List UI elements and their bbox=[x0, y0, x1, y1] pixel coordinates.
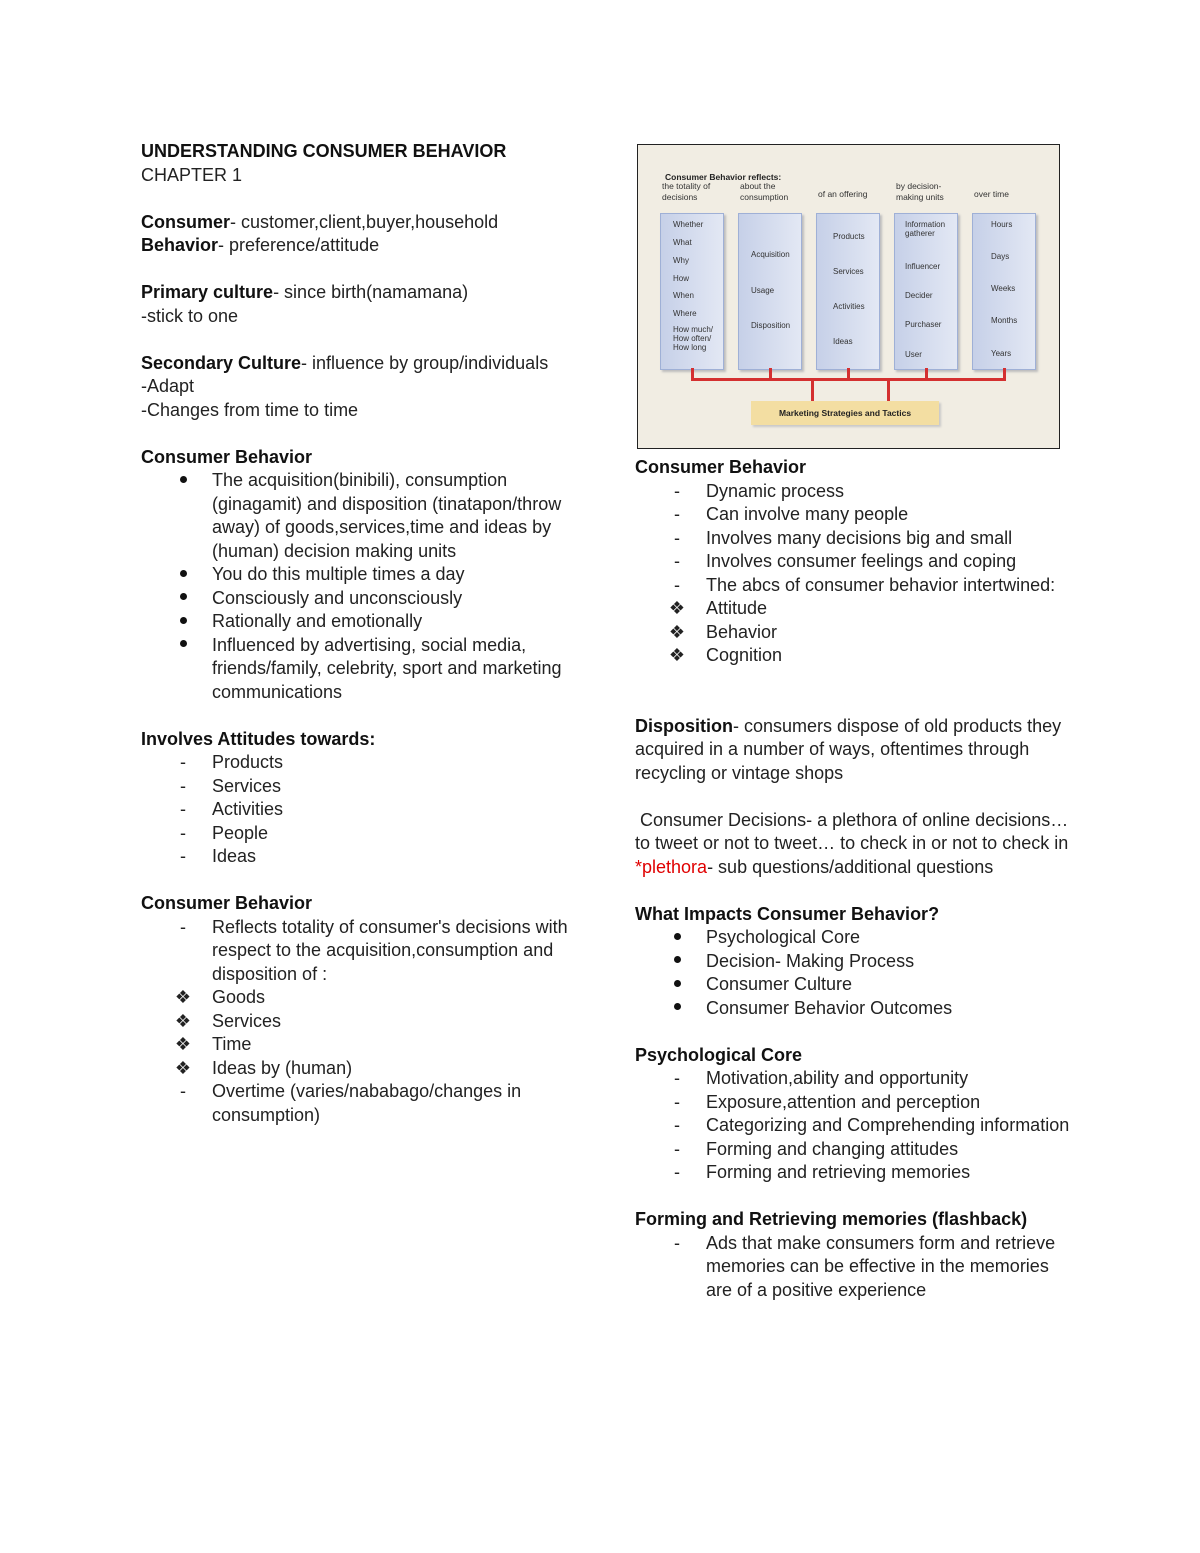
list-item: - Exposure,attention and perception bbox=[635, 1091, 1075, 1115]
list-item: Consumer Culture bbox=[635, 973, 1075, 997]
consumer-def: - customer,client,buyer,household bbox=[230, 211, 499, 232]
figure-text: Decider bbox=[905, 291, 933, 300]
doc-title: UNDERSTANDING CONSUMER BEHAVIOR bbox=[141, 141, 507, 161]
dash-icon: - bbox=[674, 504, 680, 524]
plethora-definition bbox=[635, 856, 1075, 880]
list-item: ❖ Attitude bbox=[635, 597, 1075, 621]
dash-icon: - bbox=[180, 799, 186, 819]
dash-icon: - bbox=[674, 1091, 680, 1112]
disposition-term: Disposition bbox=[635, 715, 733, 736]
diamond-icon: ❖ bbox=[174, 1034, 192, 1054]
figure-header: by decision-making units bbox=[896, 181, 944, 202]
consumer-decisions-text: Consumer Decisions- a plethora of online decisions… to tweet or not to tweet… to check in or not to check in bbox=[635, 809, 1074, 853]
figure-box-units bbox=[894, 213, 958, 370]
list-item: ❖ Cognition bbox=[635, 644, 1075, 668]
list-item: - Involves many decisions big and small bbox=[635, 527, 1075, 551]
figure-text: Whether bbox=[673, 220, 704, 229]
diamond-icon: ❖ bbox=[174, 987, 192, 1007]
bullet-icon bbox=[674, 1003, 681, 1010]
dash-icon: - bbox=[180, 752, 186, 772]
figure-text: Acquisition bbox=[751, 250, 790, 259]
figure-text: Influencer bbox=[905, 262, 941, 271]
figure-text: Months bbox=[991, 316, 1018, 325]
consumer-definition bbox=[141, 211, 581, 235]
dash-icon: - bbox=[674, 1138, 680, 1159]
cb2-list bbox=[141, 916, 581, 1128]
dash-icon: - bbox=[674, 1115, 680, 1135]
bullet-icon bbox=[180, 476, 187, 483]
figure-box-decisions bbox=[660, 213, 724, 370]
list-item: - Reflects totality of consumer's decisions with respect to the acquisition,consumption and disposition of : bbox=[141, 916, 581, 987]
section-heading: Consumer Behavior bbox=[141, 893, 313, 913]
figure-text: Hours bbox=[991, 220, 1013, 229]
list-item: ❖ Goods bbox=[141, 986, 581, 1010]
figure-text: Products bbox=[833, 232, 865, 241]
list-item: ❖ Behavior bbox=[635, 621, 1075, 645]
dash-icon: - bbox=[180, 916, 186, 937]
bullet-icon bbox=[180, 640, 187, 647]
primary-term: Primary culture bbox=[141, 282, 274, 302]
diamond-icon: ❖ bbox=[174, 1010, 192, 1031]
consumer-behavior-figure bbox=[637, 144, 1060, 449]
diamond-icon: ❖ bbox=[668, 598, 686, 618]
dash-icon: - bbox=[674, 480, 680, 501]
list-item: - Forming and retrieving memories bbox=[635, 1161, 1075, 1185]
primary-note: -stick to one bbox=[141, 305, 239, 326]
section-heading: What Impacts Consumer Behavior? bbox=[635, 903, 940, 924]
figure-text: Years bbox=[991, 349, 1012, 358]
list-item: - People bbox=[141, 822, 581, 846]
right-column bbox=[635, 456, 1075, 1302]
dash-icon: - bbox=[674, 551, 680, 571]
dash-icon: - bbox=[674, 1232, 680, 1253]
dash-icon: - bbox=[674, 1162, 680, 1182]
figure-text: Services bbox=[833, 267, 864, 276]
cb-right-list bbox=[635, 480, 1075, 668]
chapter-label: CHAPTER 1 bbox=[141, 164, 243, 185]
figure-text: How much/ How often/ How long bbox=[673, 325, 714, 352]
dash-icon: - bbox=[674, 527, 680, 548]
bullet-icon bbox=[674, 933, 681, 940]
behavior-def: - preference/attitude bbox=[218, 235, 380, 255]
memories-list bbox=[635, 1232, 1075, 1303]
figure-text: Days bbox=[991, 252, 1010, 261]
section-heading: Consumer Behavior bbox=[141, 446, 313, 467]
figure-text: When bbox=[673, 291, 694, 300]
bullet-icon bbox=[180, 593, 187, 600]
figure-text: Activities bbox=[833, 302, 865, 311]
list-item: - Can involve many people bbox=[635, 503, 1075, 527]
dash-icon: - bbox=[180, 822, 186, 843]
figure-text: What bbox=[673, 238, 692, 247]
bullet-icon bbox=[674, 980, 681, 987]
list-item: - Dynamic process bbox=[635, 480, 1075, 504]
dash-icon: - bbox=[180, 775, 186, 796]
list-item: - The abcs of consumer behavior intertwined: bbox=[635, 574, 1075, 598]
bullet-icon bbox=[180, 570, 187, 577]
dash-icon: - bbox=[180, 1081, 186, 1101]
figure-box-time bbox=[972, 213, 1036, 370]
figure-box-offering bbox=[816, 213, 880, 370]
list-item: - Products bbox=[141, 751, 581, 775]
list-item: - Ideas bbox=[141, 845, 581, 869]
list-item: Rationally and emotionally bbox=[141, 610, 581, 634]
secondary-note-changes: -Changes from time to time bbox=[141, 399, 359, 420]
secondary-culture-definition bbox=[141, 352, 581, 376]
disposition-def: - consumers dispose of old products they acquired in a number of ways, oftentimes through recycling or vintage shops bbox=[635, 715, 1062, 783]
psych-list bbox=[635, 1067, 1075, 1185]
primary-culture-definition bbox=[141, 281, 581, 305]
list-item: - Ads that make consumers form and retrieve memories can be effective in the memories are of a positive experience bbox=[635, 1232, 1075, 1303]
diamond-icon: ❖ bbox=[174, 1057, 192, 1078]
figure-title: Consumer Behavior reflects: bbox=[665, 172, 782, 182]
figure-text: Information gatherer bbox=[905, 220, 946, 238]
left-column bbox=[141, 140, 581, 1127]
list-item: - Overtime (varies/nababago/changes in consumption) bbox=[141, 1080, 581, 1127]
figure-text: Disposition bbox=[751, 321, 791, 330]
figure-box-consumption bbox=[738, 213, 802, 370]
diamond-icon: ❖ bbox=[668, 645, 686, 665]
list-item: ❖ Time bbox=[141, 1033, 581, 1057]
list-item: Psychological Core bbox=[635, 926, 1075, 950]
section-heading: Consumer Behavior bbox=[635, 457, 807, 477]
section-heading: Involves Attitudes towards: bbox=[141, 728, 376, 749]
list-item: - Involves consumer feelings and coping bbox=[635, 550, 1075, 574]
figure-text: User bbox=[905, 350, 922, 359]
figure-text: Ideas bbox=[833, 337, 853, 346]
bullet-icon bbox=[674, 956, 681, 963]
figure-text: Purchaser bbox=[905, 320, 942, 329]
dash-icon: - bbox=[674, 574, 680, 595]
figure-header: over time bbox=[974, 189, 1009, 199]
connector-line bbox=[887, 381, 890, 401]
impacts-list bbox=[635, 926, 1075, 1020]
cb1-list bbox=[141, 469, 581, 704]
list-item: Consumer Behavior Outcomes bbox=[635, 997, 1075, 1021]
figure-text: How bbox=[673, 274, 690, 283]
list-item: Influenced by advertising, social media, friends/family, celebrity, sport and marketing communications bbox=[141, 634, 581, 705]
plethora-term: *plethora bbox=[635, 856, 708, 877]
connector-line bbox=[691, 378, 1006, 381]
figure-footer-box: Marketing Strategies and Tactics bbox=[751, 401, 939, 425]
figure-text: Usage bbox=[751, 286, 775, 295]
figure-text: Weeks bbox=[991, 284, 1016, 293]
list-item: The acquisition(binibili), consumption (ginagamit) and disposition (tinatapon/throw away) of goods,services,time and ideas by (human) decision making units bbox=[141, 469, 581, 563]
list-item: Decision- Making Process bbox=[635, 950, 1075, 974]
attitudes-list bbox=[141, 751, 581, 869]
list-item: - Services bbox=[141, 775, 581, 799]
dash-icon: - bbox=[674, 1068, 680, 1088]
bullet-icon bbox=[180, 617, 187, 624]
secondary-term: Secondary Culture bbox=[141, 352, 302, 373]
secondary-note-adapt: -Adapt bbox=[141, 376, 195, 396]
figure-text: Why bbox=[673, 256, 689, 265]
behavior-definition bbox=[141, 234, 581, 258]
dash-icon: - bbox=[180, 846, 186, 866]
figure-header: of an offering bbox=[818, 189, 868, 199]
list-item: - Activities bbox=[141, 798, 581, 822]
connector-line bbox=[811, 381, 814, 401]
figure-header: the totality of decisions bbox=[662, 181, 711, 202]
figure-text: Where bbox=[673, 309, 697, 318]
list-item: Consciously and unconsciously bbox=[141, 587, 581, 611]
list-item: - Forming and changing attitudes bbox=[635, 1138, 1075, 1162]
figure-header: about the consumption bbox=[740, 181, 789, 202]
section-heading: Psychological Core bbox=[635, 1044, 803, 1065]
list-item: ❖ Ideas by (human) bbox=[141, 1057, 581, 1081]
behavior-term: Behavior bbox=[141, 235, 219, 255]
disposition-definition bbox=[635, 715, 1075, 786]
secondary-def: - influence by group/individuals bbox=[301, 352, 549, 373]
list-item: ❖ Services bbox=[141, 1010, 581, 1034]
diamond-icon: ❖ bbox=[668, 621, 686, 642]
list-item: - Motivation,ability and opportunity bbox=[635, 1067, 1075, 1091]
primary-def: - since birth(namamana) bbox=[273, 282, 469, 302]
list-item: - Categorizing and Comprehending information bbox=[635, 1114, 1075, 1138]
consumer-term: Consumer bbox=[141, 211, 231, 232]
plethora-def: - sub questions/additional questions bbox=[707, 856, 994, 877]
section-heading: Forming and Retrieving memories (flashback) bbox=[635, 1209, 1028, 1229]
list-item: You do this multiple times a day bbox=[141, 563, 581, 587]
